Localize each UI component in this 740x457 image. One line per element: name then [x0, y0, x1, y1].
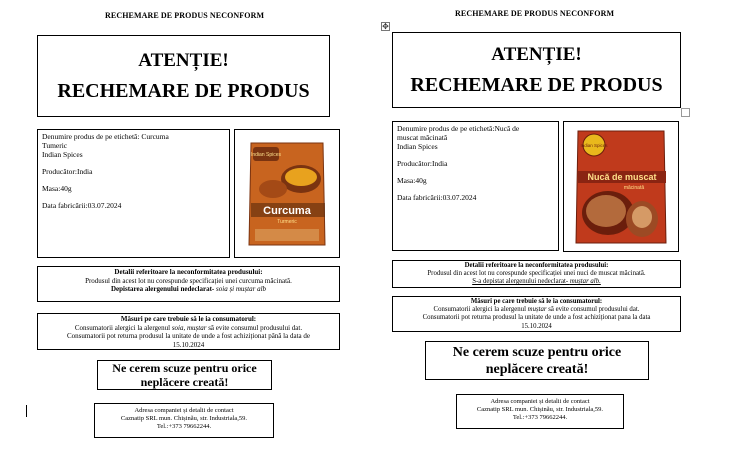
brand-name: Indian Spices	[42, 150, 83, 159]
contact-address: Caznatip SRL mun. Chișinău, str. Industriala,59.	[120, 415, 248, 422]
measures-line2: Consumatorii pot returna produsul la unitate de unde a fost achiziționat până la data de	[67, 332, 310, 341]
table-move-handle-icon[interactable]: ✥	[382, 22, 389, 31]
attention-heading-box	[392, 32, 681, 108]
heading-recall: RECHEMARE DE PRODUS	[57, 80, 310, 102]
mass-field: Masa:40g	[42, 184, 72, 193]
apology-box	[97, 360, 272, 390]
package-sub-text: Turmeric	[277, 218, 297, 225]
measures-line1-start: Consumatorii alergici la alergenul	[433, 306, 528, 314]
product-photo-box	[563, 121, 679, 252]
product-photo-box	[234, 129, 340, 258]
manufacture-date-field: Data fabricării:03.07.2024	[397, 193, 477, 202]
measures-line1-end: să evite consumul produsului dat.	[546, 306, 640, 314]
measures-title: Măsuri pe care trebuie să le ia consumatorul:	[120, 315, 257, 323]
details-line1: Produsul din acest lot nu corespunde specificației unei curcuma măcinată.	[85, 276, 292, 285]
apology-line2: neplăcere creată!	[485, 361, 589, 377]
contact-phone: Tel.:+373 79662244.	[156, 423, 212, 430]
manufacture-date-field: Data fabricării:03.07.2024	[42, 201, 122, 210]
measures-date: 15.10.2024	[172, 340, 205, 349]
details-allergens: soia și muștar alb	[216, 285, 267, 294]
package-sub-text: măcinată	[623, 184, 645, 191]
details-line2-prefix: Depistarea alergenului nedeclarat-	[110, 285, 217, 294]
product-name-line1: Denumire produs de pe etichetă: Curcuma	[42, 132, 169, 141]
heading-attention: ATENȚIE!	[491, 44, 582, 65]
package-brand-text: Indian Spices	[580, 142, 608, 148]
contact-box	[94, 403, 274, 438]
apology-box	[425, 341, 649, 380]
apology-line1: Ne cerem scuze pentru orice	[452, 344, 622, 360]
nonconformity-details-box	[392, 260, 681, 288]
consumer-measures-box	[392, 296, 681, 332]
document-title: RECHEMARE DE PRODUS NECONFORM	[105, 11, 265, 20]
package-brand-text: Indian Spices	[250, 151, 282, 158]
contact-phone: Tel.:+373 79662244.	[512, 414, 568, 421]
consumer-measures-box	[37, 313, 340, 350]
product-info-box	[392, 121, 559, 251]
apology-line2: neplăcere creată!	[140, 375, 229, 389]
details-line2-prefix: S-a depistat alergenului nedeclarat-	[472, 278, 570, 286]
producer-field: Producător:India	[397, 159, 448, 168]
contact-address: Caznatip SRL mun. Chișinău, str. Industriala,59.	[476, 406, 604, 413]
measures-title: Măsuri pe care trebuie să le ia consumatorul:	[470, 298, 603, 305]
mass-field: Masa:40g	[397, 176, 427, 185]
measures-allergens: muștar	[527, 306, 547, 314]
package-product-text: Curcuma	[263, 204, 311, 217]
producer-field: Producător:India	[42, 167, 93, 176]
measures-line1-start: Consumatorii alergici la alergenul	[74, 323, 172, 332]
recall-notice-nutmeg	[370, 0, 740, 457]
curcuma-package-image	[245, 137, 329, 251]
table-resize-handle-icon[interactable]	[681, 108, 690, 117]
measures-line2: Consumatorii pot returna produsul la unitate de unde a fost achiziționat pana la data	[422, 314, 651, 322]
brand-name: Indian Spices	[397, 142, 438, 151]
contact-box	[456, 394, 624, 429]
details-title: Detalii referitoare la neconformitatea produsului:	[114, 268, 263, 276]
details-line1: Produsul din acest lot nu corespunde specificației unei nuci de muscat măcinată.	[427, 270, 646, 278]
contact-title: Adresa companiei și detalii de contact	[490, 398, 590, 405]
product-name-line1: Denumire produs de pe etichetă:Nucă de	[397, 124, 520, 133]
measures-allergens: soia, muștar	[171, 323, 207, 332]
nutmeg-package-image	[572, 127, 670, 247]
measures-line1-end: să evite consumul produsului dat.	[206, 323, 303, 332]
contact-title: Adresa companiei și detalii de contact	[134, 407, 234, 414]
details-title: Detalii referitoare la neconformitatea produsului:	[464, 262, 609, 269]
text-cursor	[26, 405, 27, 417]
product-name-line2: muscat măcinată	[397, 133, 448, 142]
package-product-text: Nucă de muscat	[587, 171, 657, 182]
heading-attention: ATENȚIE!	[138, 50, 229, 71]
details-allergens: muștar alb.	[569, 278, 601, 286]
product-info-box	[37, 129, 230, 258]
product-name-line2: Tumeric	[42, 141, 68, 150]
document-title: RECHEMARE DE PRODUS NECONFORM	[455, 9, 615, 18]
apology-line1: Ne cerem scuze pentru orice	[112, 361, 257, 375]
measures-date: 15.10.2024	[521, 322, 552, 330]
heading-recall: RECHEMARE DE PRODUS	[410, 74, 663, 96]
nonconformity-details-box	[37, 266, 340, 302]
attention-heading-box	[37, 35, 330, 117]
